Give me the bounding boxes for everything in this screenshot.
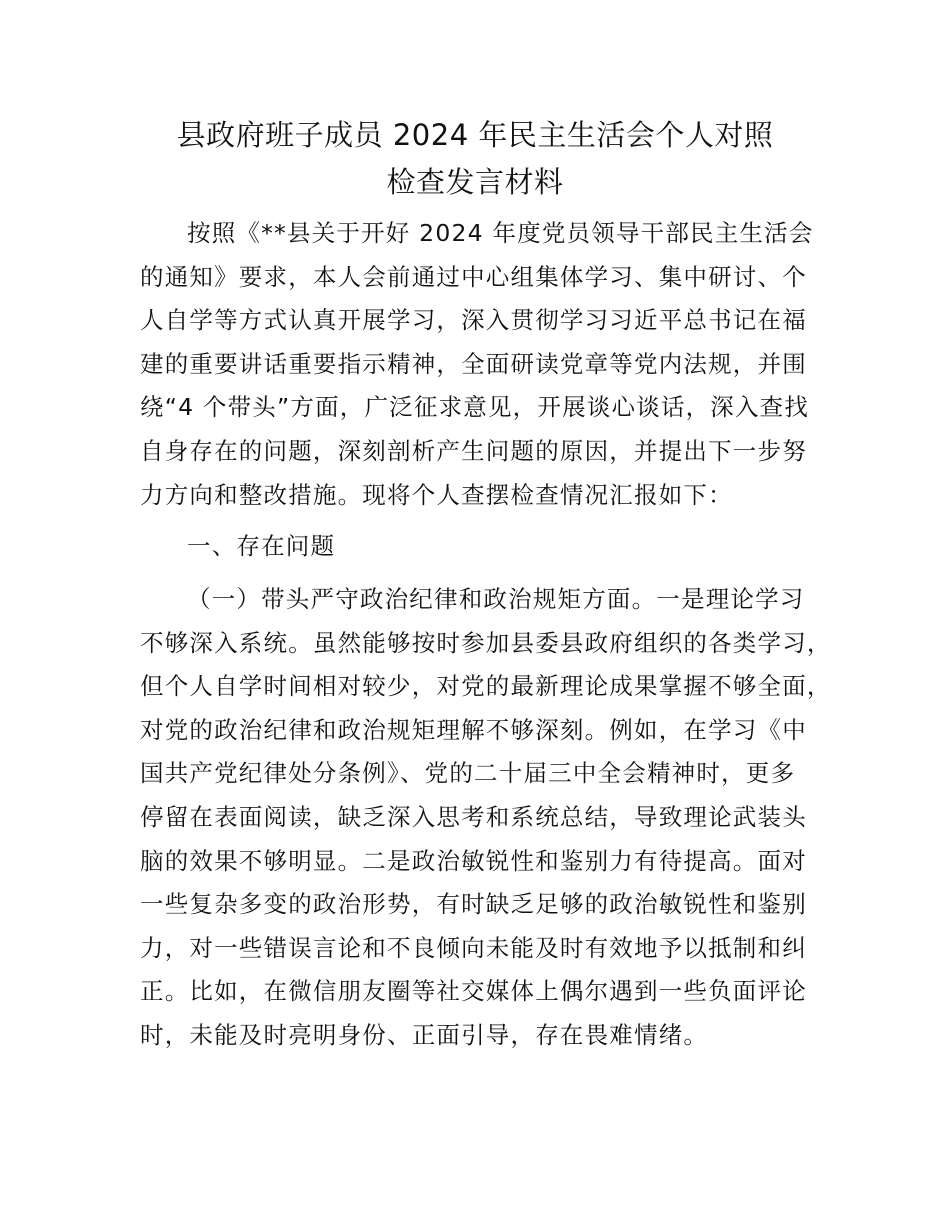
- document-title: [120, 112, 830, 206]
- para1-line: 但个人自学时间相对较少，对党的最新理论成果掌握不够全面，: [140, 672, 832, 701]
- section-heading-text: 一、存在问题: [187, 532, 336, 560]
- para1-line: 力，对一些错误言论和不良倾向未能及时有效地予以抵制和纠: [140, 933, 807, 962]
- intro-line: 按照《**县关于开好 2024 年度党员领导干部民主生活会: [187, 219, 814, 247]
- intro-paragraph: [140, 212, 836, 517]
- intro-line: 力方向和整改措施。现将个人查摆检查情况汇报如下：: [140, 480, 733, 509]
- intro-line: 绕“4 个带头”方面，广泛征求意见，开展谈心谈话，深入查找: [140, 393, 810, 422]
- intro-line: 自身存在的问题，深刻剖析产生问题的原因，并提出下一步努: [140, 436, 807, 465]
- title-line-2: 检查发言材料: [386, 165, 564, 199]
- para1-line: 脑的效果不够明显。二是政治敏锐性和鉴别力有待提高。面对: [140, 846, 807, 875]
- section-heading: [140, 525, 836, 569]
- para1-line: 对党的政治纪律和政治规矩理解不够深刻。例如，在学习《中: [140, 715, 807, 744]
- para1-line: 一些复杂多变的政治形势，有时缺乏足够的政治敏锐性和鉴别: [140, 890, 807, 919]
- para1-line: 不够深入系统。虽然能够按时参加县委县政府组织的各类学习，: [140, 628, 832, 657]
- para1-line: 时，未能及时亮明身份、正面引导，存在畏难情绪。: [140, 1020, 709, 1049]
- para1-line: 正。比如，在微信朋友圈等社交媒体上偶尔遇到一些负面评论: [140, 977, 807, 1006]
- title-line-1: 县政府班子成员 2024 年民主生活会个人对照: [176, 118, 774, 152]
- para1-line: 国共产党纪律处分条例》、党的二十届三中全会精神时，更多: [140, 759, 796, 788]
- intro-line: 人自学等方式认真开展学习，深入贯彻学习习近平总书记在福: [140, 306, 807, 335]
- problem-paragraph-1: [140, 578, 836, 1058]
- para1-line: 停留在表面阅读，缺乏深入思考和系统总结，导致理论武装头: [140, 802, 807, 831]
- intro-line: 的通知》要求，本人会前通过中心组集体学习、集中研讨、个: [140, 262, 807, 291]
- intro-line: 建的重要讲话重要指示精神，全面研读党章等党内法规，并围: [140, 349, 807, 378]
- para1-line: （一）带头严守政治纪律和政治规矩方面。一是理论学习: [187, 585, 805, 613]
